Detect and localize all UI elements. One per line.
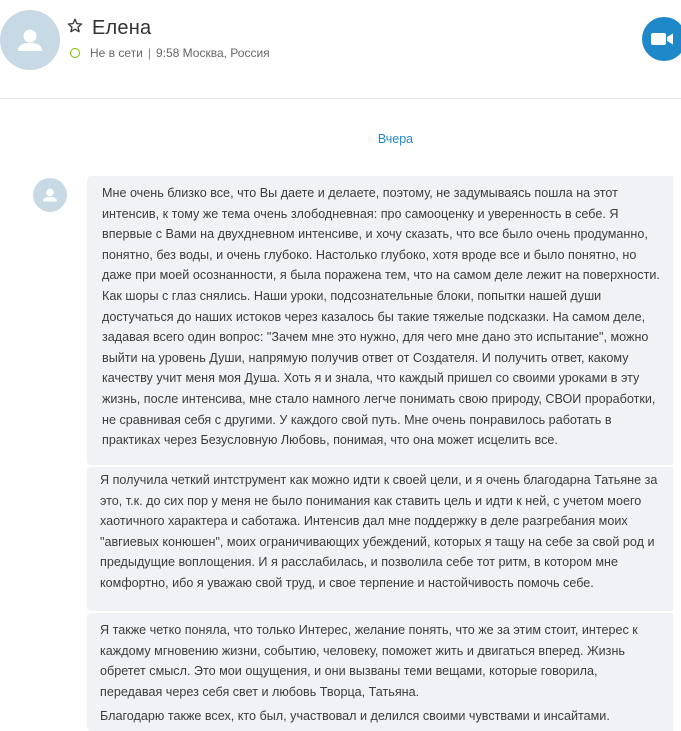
message-sender-avatar[interactable] [33, 178, 67, 212]
conversation-header [0, 0, 681, 99]
message-bubble[interactable] [87, 613, 673, 731]
video-call-button[interactable] [642, 17, 681, 61]
date-divider: Вчера [377, 132, 414, 146]
video-camera-icon [651, 31, 677, 47]
avatar-placeholder-icon [0, 10, 60, 70]
contact-name[interactable]: Елена [92, 17, 152, 39]
message-text: Благодарю также всех, кто был, участвовал и делился своими чувствами и инсайтами. [100, 709, 610, 724]
message-text: Я получила четкий интструмент как можно идти к своей цели, и я очень благодарна Татьяне за это, т.к. до сих пор у меня не было понимания как ставить цель и идти к ней, с учетом моего хаотичного характера и саботажа. Интенсив дал мне поддержку в деле разгребания моих "авгиевых конюшен", моих ограничивающих убеждений, которых я тащу на себе за свой род и предыдущие воплощения. И я расслабилась, и позволила себе тот ритм, в котором мне комфортно, ибо я уважаю свой труд, и свое терпение и настойчивость помочь себе. [100, 473, 658, 590]
avatar-placeholder-icon [33, 178, 67, 212]
presence-offline-icon [70, 48, 80, 58]
contact-status-row [70, 46, 270, 60]
presence-status: Не в сети [90, 46, 143, 60]
favorite-star-icon[interactable] [67, 18, 83, 34]
message-bubble[interactable] [87, 176, 673, 465]
status-separator: | [147, 46, 151, 60]
message-text: Я также четко поняла, что только Интерес, желание понять, что же за этим стоит, интерес к каждому мгновению жизни, событию, человеку, поможет жить и двигаться вперед. Жизнь обретет смысл. Это мои ощущения, и они вызваны теми вещами, которые говорила, передавая через себя свет и любовь Творца, Татьяна. [100, 623, 638, 699]
message-bubble[interactable] [87, 467, 673, 611]
contact-avatar[interactable] [0, 10, 60, 70]
message-text: Мне очень близко все, что Вы даете и делаете, поэтому, не задумываясь пошла на этот интенсив, к тому же тема очень злободневная: про самооценку и уверенность в себе. Я впервые с Вами на двухдневном интенсиве, и хочу сказать, что все было очень продуманно, понятно, без воды, и очень глубоко. Настолько глубоко, хотя вроде все и было понятно, но даже при моей осознанности, я была поражена тем, что на самом деле лежит на поверхности. Как шоры с глаз снялись. Наши уроки, подсознательные блоки, попытки нашей души достучаться до наших истоков через казалось бы такие тяжелые подсказки. На самом деле, задавая всего один вопрос: "Зачем мне это нужно, для чего мне дано это испытание", можно выйти на уровень Души, напрямую получив ответ от Создателя. И получить ответ, какому качеству учит меня моя Душа. Хоть я и знала, что каждый пришел со своими уроками в эту жизнь, после интенсива, мне стало намного легче понимать свою природу, СВОИ проработки, не сравнивая себя с другими. У каждого свой путь. Мне очень понравилось работать в практиках через Безусловную Любовь, понимая, что она может исцелить все. [102, 186, 660, 448]
local-time: 9:58 Москва, Россия [155, 46, 270, 60]
